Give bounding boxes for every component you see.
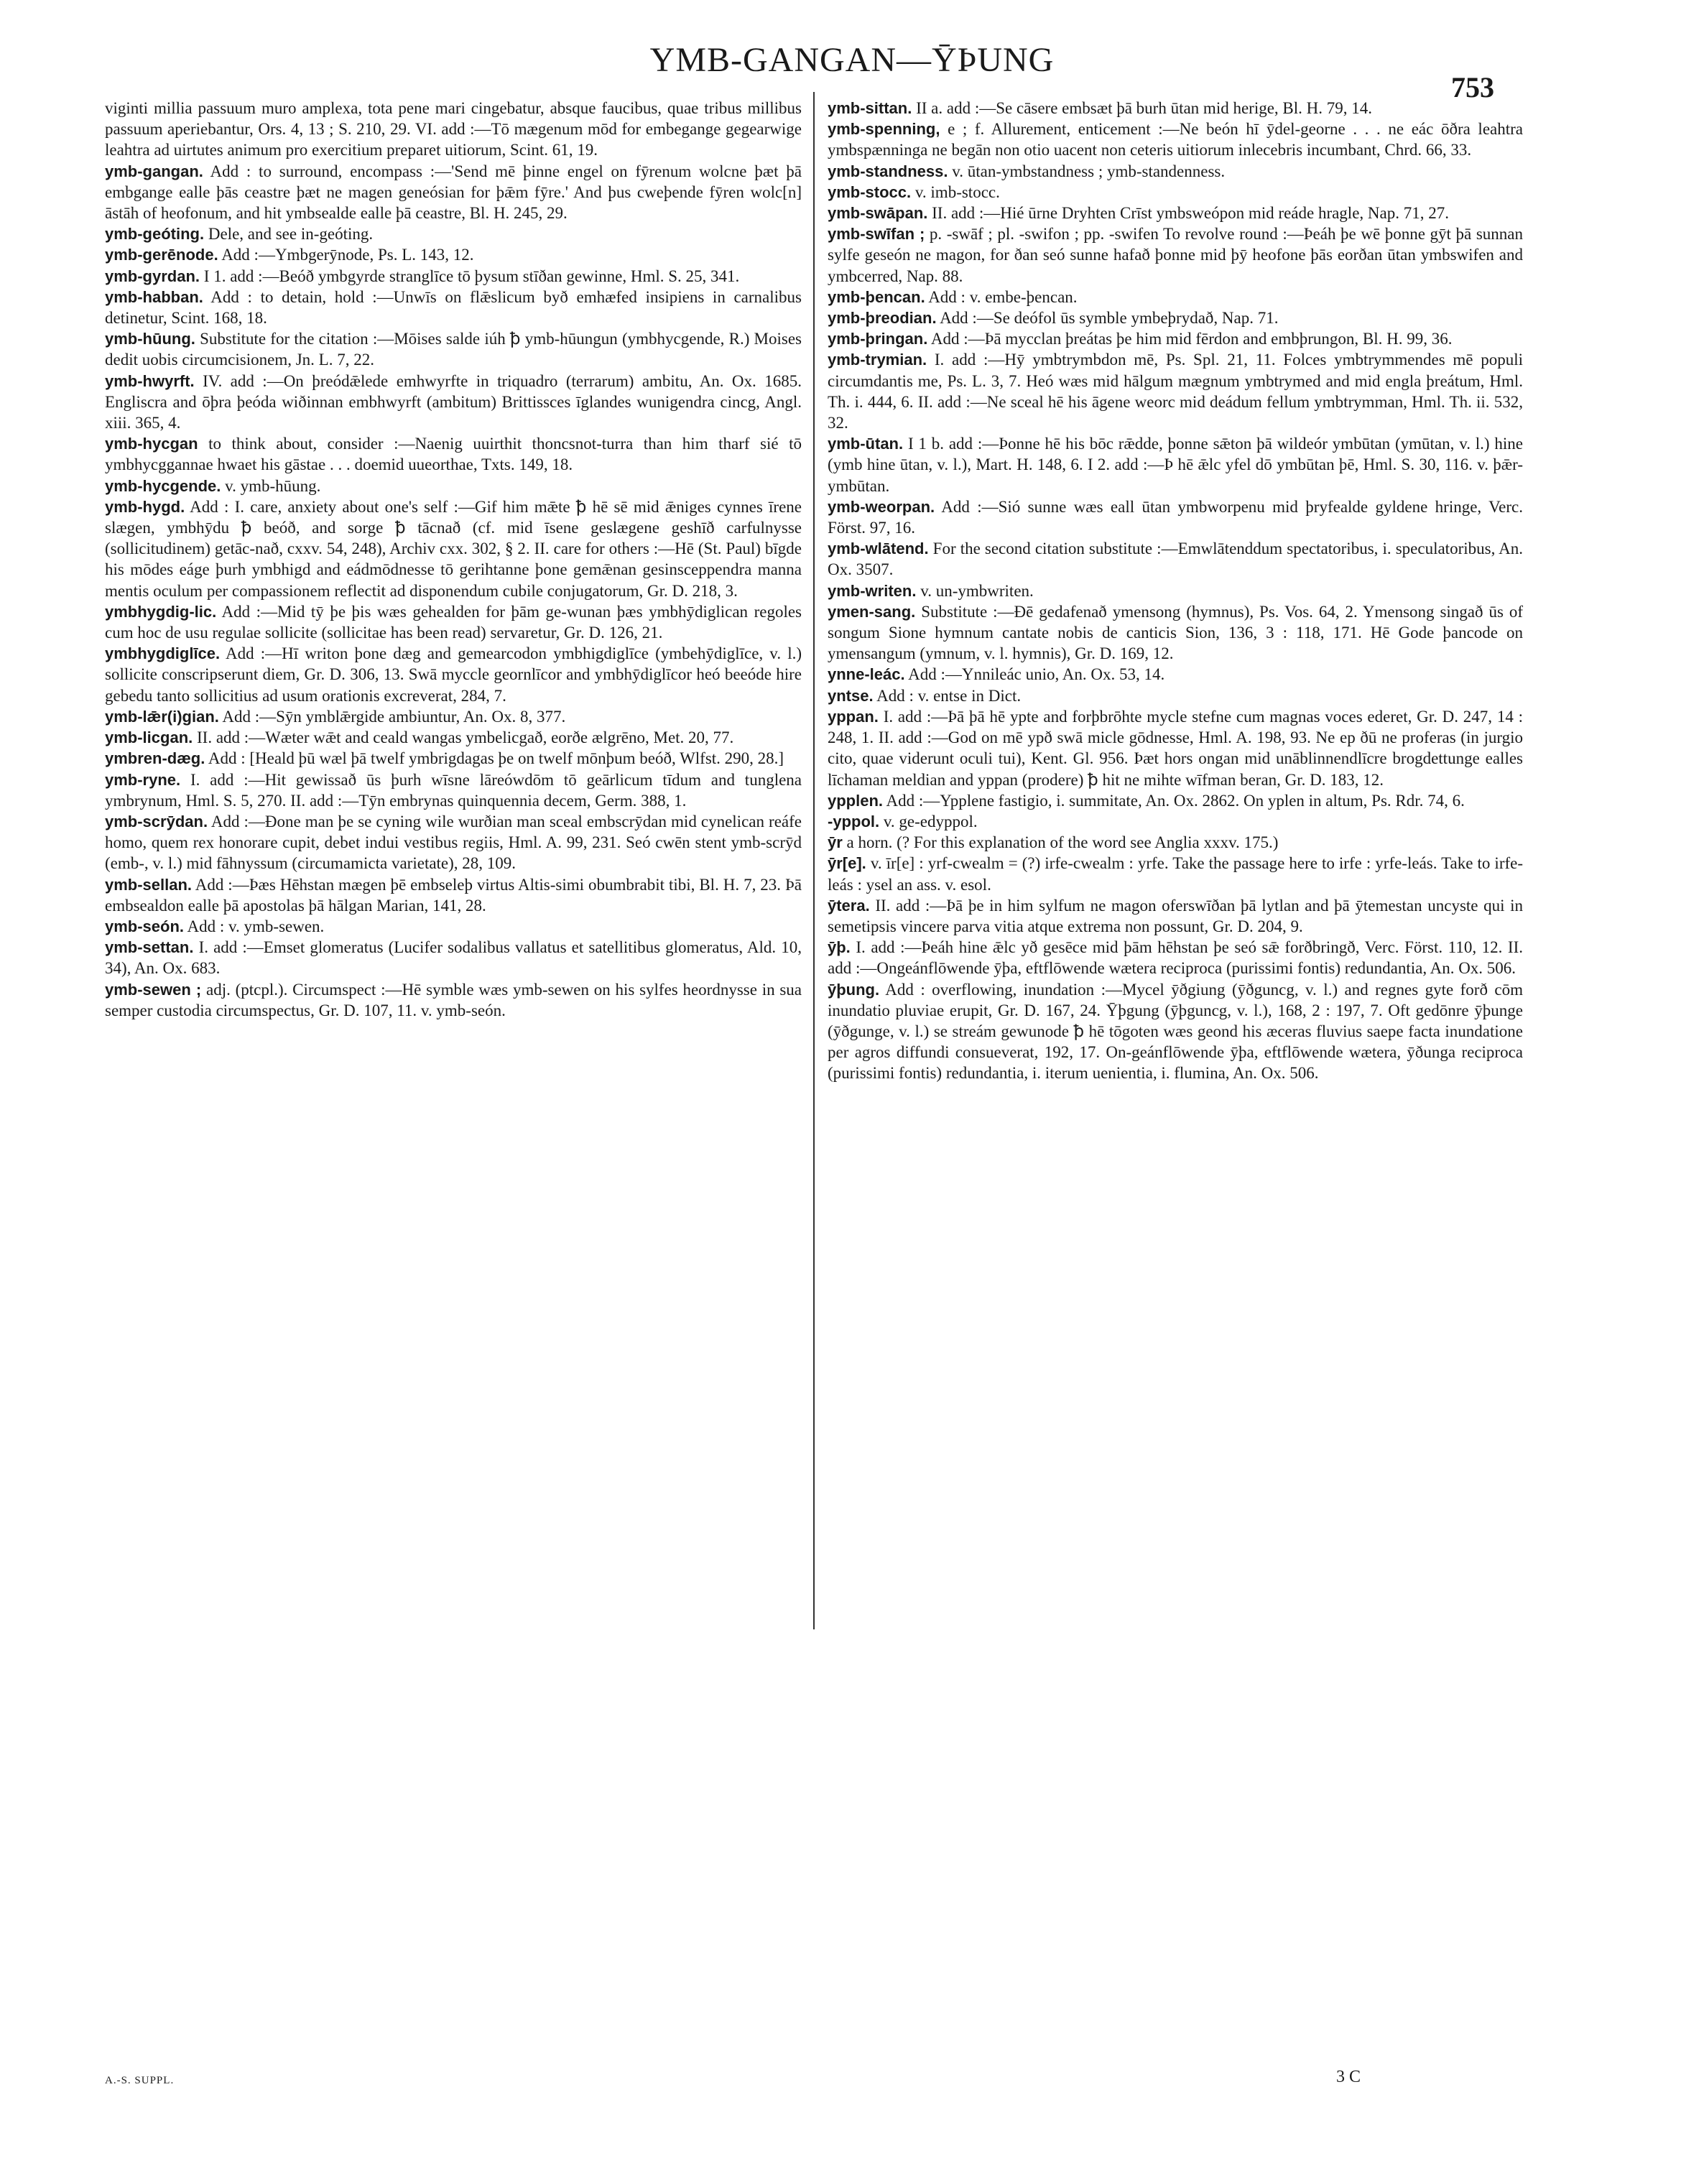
dictionary-entry (828, 349, 1523, 433)
entry-text: II a. add :—Se cāsere embsæt þā burh ūtan mid herige, Bl. H. 79, 14. (916, 99, 1373, 117)
entry-text: I. add :—Hȳ ymbtrymbdon mē, Ps. Spl. 21, 11. Folces ymbtrymmendes mē populi circumdantis me, Ps. L. 3, 7. Heó wæs mid hālgum mægnum ymbtrymed and mid engla þreátum, Hml. Th. i. 444, 6. II. add :—Ne sceal hē his āgene weorc mid deádum fellum ymbtrymman, Hml. Th. ii. 532, 32. (828, 351, 1523, 432)
entry-text: adj. (ptcpl.). Circumspect :—Hē symble wæs ymb-sewen on his sylfes heordnysse in sua semper custodia circumspectus, Gr. D. 107, 11. v. ymb-seón. (105, 980, 802, 1019)
entry-headword: ymb-hwyrft. (105, 371, 195, 390)
entry-text: I. add :—Þā þā hē ypte and forþbrōhte mycle stefne cum magnas voces ederet, Gr. D. 247, 14 : 248, 1. II. add :—God on mē ypð swā micle gōdnesse, Hml. A. 198, 93. Ne ep ðū ne proferas (in jurgio cito, quae viderunt oculi tui), Kent. Gl. 956. Þæt hors ongan mid unāblinnendlīcre brogdettunge ealles līchaman meldian and yppan (prodere) ꝥ hit ne mihte wīfman beran, Gr. D. 183, 12. (828, 707, 1523, 789)
dictionary-entry (105, 328, 802, 370)
entry-headword: ymb-ryne. (105, 770, 181, 789)
entry-headword: ymb-lǣr(i)gian. (105, 707, 219, 726)
entry-headword: ymb-stocc. (828, 182, 912, 201)
entry-headword: ȳþ. (828, 938, 851, 957)
entry-text: p. -swāf ; pl. -swifon ; pp. -swifen To revolve round :—Þeáh þe wē þonne gȳt þā sunnan sylfe geseón ne magon, for ðan seó sunne hafað þonne mid þȳ heofone þās eorðan ūtan ymbswifen and ymbcerred, Nap. 88. (828, 225, 1523, 285)
entry-headword: ymb-writen. (828, 581, 917, 600)
gathering-mark: 3 C (1336, 2068, 1361, 2086)
dictionary-entry (828, 307, 1523, 328)
entry-text: Add :—Ymbgerȳnode, Ps. L. 143, 12. (221, 246, 474, 264)
dictionary-entry (828, 853, 1523, 894)
dictionary-entry (105, 433, 802, 475)
column-divider (813, 92, 815, 1629)
entry-text: I. add :—Hit gewissað ūs þurh wīsne lāreówdōm tō geārlicum tīdum and tunglena ymbrynum, Hml. S. 5, 270. II. add :—Tȳn embrynas quinquennia decem, Germ. 388, 1. (105, 770, 802, 810)
entry-text: Add :—Þæs Hēhstan mægen þē embselеþ virtus Altis-simi obumbrabit tibi, Bl. H. 7, 23. Þā embsealdon ealle þā apostolas þā hālgan Marian, 141, 28. (105, 875, 802, 915)
entry-headword: ymb-habban. (105, 287, 203, 306)
dictionary-entry (105, 476, 802, 496)
entry-headword: ȳþung. (828, 980, 880, 999)
dictionary-entry (828, 601, 1523, 665)
entry-headword: ymb-þreodian. (828, 309, 937, 328)
dictionary-entry (105, 643, 802, 706)
entry-text: Add : overflowing, inundation :—Mycel ȳðgiung (ȳðguncg, v. l.) and regnes gyte forð cōm inundatio pluviae erupit, Gr. D. 167, 24. Ȳþgung (ȳþguncg, v. l.), 168, 2 : 197, 7. Oft gedōnre ȳþunge (ȳðgunge, v. l.) se streám gewunode ꝥ hē tōgoten wæs geond his æceras fluvius saepe facta inundatione per agros diffundi consueverat, 192, 17. On-geánflōwende ȳþa, eftflōwende wætera, ȳðunga reciproca (purissimi fontis) redundantia, i. iterum uenientia, i. flumina, An. Ox. 506. (828, 980, 1523, 1083)
dictionary-entry (105, 266, 802, 287)
dictionary-entry (828, 433, 1523, 496)
entry-headword: ymb-sittan. (828, 99, 912, 117)
dictionary-entry (828, 119, 1523, 160)
dictionary-entry (105, 98, 802, 161)
entry-text: Dele, and see in-geóting. (208, 225, 374, 244)
entry-headword: ymb-þencan. (828, 287, 925, 306)
entry-headword: ynne-leác. (828, 665, 905, 684)
entry-text: v. un-ymbwriten. (920, 581, 1034, 600)
entry-text: I. add :—Þeáh hine ǣlc yð gesēce mid þām hēhstan þe seó sǣ forðbringð, Verc. Först. 110, 12. II. add :—Ongeánflōwende ȳþa, eftflōwende wætera reciproca (purissimi fontis) redundantia, An. Ox. 506. (828, 938, 1524, 978)
signature-mark: A.-S. SUPPL. (105, 2075, 175, 2086)
entry-text: Add :—Hī writon þone dæg and gemearcodon ymbhigdiglīce (ymbehȳdiglīce, v. l.) sollicite conscripserunt diem, Gr. D. 306, 13. Swā myccle geornlīcor and ymbhȳdiglīcor heó beeóde hire gebedu tanto sollicitius ad usum orationis excreverat, 284, 7. (105, 644, 802, 705)
entry-text: Add : v. embe-þencan. (928, 287, 1078, 306)
dictionary-entry (828, 223, 1523, 287)
entry-text: v. ymb-hūung. (225, 476, 321, 495)
entry-text: e ; f. Allurement, enticement :—Ne beón hī ȳdel-georne . . . ne eác ōðra leahtra ymbspænninga ne begān non otio uacent non ceteris uitiorum inlecebris incumbant, Chrd. 66, 33. (828, 120, 1523, 159)
entry-text: Add :—Se deófol ūs symble ymbeþrydað, Nap. 71. (940, 309, 1279, 328)
entry-headword: ymb-weorpan. (828, 497, 935, 516)
entry-headword: ymb-swāpan. (828, 204, 928, 223)
entry-text: Substitute :—Ðē gedafenað ymensong (hymnus), Ps. Vos. 64, 2. Ymensong singað ūs of songum Sione hymnum cantate nobis de canticis Sion, 136, 3 : 118, 171. Hē Gode þancode on ymensangum (ymnum, v. l. hymnis), Gr. D. 169, 12. (828, 602, 1523, 663)
dictionary-entry (828, 287, 1523, 307)
entry-headword: ymbhygdiglīce. (105, 644, 221, 663)
dictionary-entry (828, 979, 1523, 1084)
entry-headword: ymb-þringan. (828, 330, 928, 348)
entry-headword: yppan. (828, 707, 879, 726)
dictionary-entry (105, 937, 802, 978)
entry-text: I 1. add :—Beóð ymbgyrde stranglīce tō þysum stīðan gewinne, Hml. S. 25, 341. (203, 267, 740, 285)
entry-headword: ȳr (828, 833, 843, 852)
entry-headword: ymb-gerēnode. (105, 246, 218, 264)
dictionary-entry (105, 916, 802, 937)
entry-text: Add :—Ynnileác unio, An. Ox. 53, 14. (908, 665, 1165, 684)
dictionary-entry (828, 685, 1523, 706)
entry-text: Add : v. entse in Dict. (876, 686, 1022, 705)
dictionary-entry (828, 182, 1523, 203)
entry-text: Add :—Sió sunne wæs eall ūtan ymbworpenu mid þryfealde gyldene hringe, Verc. Först. 97, 16. (828, 497, 1523, 537)
entry-headword: ymb-hycgende. (105, 476, 221, 495)
entry-text: I. add :—Emset glomeratus (Lucifer sodalibus vallatus et satellitibus glomeratus, Ald. 10, 34), An. Ox. 683. (105, 938, 802, 978)
entry-headword: ȳtera. (828, 896, 870, 915)
right-column (828, 98, 1523, 1084)
entry-text: II. add :—Þā þe in him sylfum ne magon oferswīðan þā lytlan and þā ȳtemestan uncyste qui in semetipsis vincere parva vitia atque extrema non possunt, Gr. D. 204, 9. (828, 896, 1524, 935)
dictionary-entry (105, 601, 802, 643)
entry-headword: ymbren-dæg. (105, 749, 205, 768)
dictionary-entry (828, 664, 1523, 685)
entry-text: Add : v. ymb-sewen. (187, 917, 325, 935)
dictionary-entry (828, 580, 1523, 601)
entry-headword: ymb-sellan. (105, 875, 193, 894)
dictionary-entry (828, 203, 1523, 223)
dictionary-entry (828, 811, 1523, 832)
entry-text: Add :—Mid tȳ þe þis wæs gehealden for þām ge-wunan þæs ymbhȳdiglican regoles cum hoc de usu regulae sollicite (sollicitae has been read) servaretur, Gr. D. 126, 21. (105, 602, 802, 642)
dictionary-entry (828, 98, 1523, 119)
dictionary-entry (828, 496, 1523, 538)
entry-headword: ymb-spenning, (828, 120, 940, 139)
entry-text: II. add :—Hié ūrne Dryhten Crīst ymbsweópon mid reáde hragle, Nap. 71, 27. (932, 204, 1449, 223)
entry-headword: yntse. (828, 686, 874, 705)
dictionary-entry (828, 538, 1523, 580)
dictionary-entry (105, 874, 802, 916)
dictionary-entry (105, 748, 802, 769)
dictionary-entry (105, 811, 802, 874)
dictionary-entry (105, 727, 802, 748)
entry-headword: ymen-sang. (828, 602, 916, 621)
entry-text: a horn. (? For this explanation of the word see Anglia xxxv. 175.) (846, 833, 1279, 852)
entry-headword: ymb-seón. (105, 917, 185, 935)
page-number: 753 (1451, 71, 1494, 103)
entry-headword: ymb-licgan. (105, 728, 193, 747)
entry-headword: ymb-geóting. (105, 225, 205, 244)
dictionary-entry (105, 244, 802, 265)
dictionary-entry (105, 161, 802, 224)
dictionary-entry (105, 706, 802, 727)
entry-text: v. ūtan-ymbstandness ; ymb-standenness. (952, 162, 1226, 180)
dictionary-entry (105, 287, 802, 328)
dictionary-entry (105, 371, 802, 434)
entry-text: Add : to detain, hold :—Unwīs on flǣslicum byð emhæfed insipiens in carnalibus detinetur, Scint. 168, 18. (105, 287, 802, 328)
entry-headword: ymb-ūtan. (828, 435, 904, 453)
entry-text: For the second citation substitute :—Emwlātenddum spectatoribus, i. speculatoribus, An. Ox. 3507. (828, 540, 1523, 579)
dictionary-entry (105, 496, 802, 601)
entry-headword: ymb-wlātend. (828, 540, 929, 558)
dictionary-entry (828, 790, 1523, 811)
dictionary-entry (105, 769, 802, 811)
entry-text: Add :—Þā mycclan þreátas þe him mid fērdon and embþrungon, Bl. H. 99, 36. (930, 330, 1453, 348)
entry-headword: ymb-hūung. (105, 330, 195, 348)
entry-text: Add :—Ðone man þe se cyning wile wurðian man sceal embscrȳdan mid cynelican reáfe homo, quem rex honorare cupit, debet indui vestibus regiis, Hml. A. 99, 231. Seó cwēn stent ymb-scrȳd (emb-, v. l.) mid fāhnyssum (circumamicta varietate), 28, 109. (105, 812, 802, 873)
running-head: YMB-GANGAN—ȲÞUNG (649, 41, 1055, 79)
dictionary-entry (828, 895, 1523, 937)
entry-text: viginti millia passuum muro amplexa, tota pene mari cingebatur, absque faucibus, quae tribus millibus passuum aperiebantur, Ors. 4, 13 ; S. 210, 29. VI. add :—Tō mægenum mōd for embegange gegearwige leahtra ad uirtutes animum pro exercitium preparet uitiorum, Scint. 61, 19. (105, 99, 802, 159)
entry-text: Add : I. care, anxiety about one's self :—Gif him mǣte ꝥ hē sē mid ǣniges cynnes īrene slægen, ymbhȳdu ꝥ beóð, and sorge ꝥ tācnað (cf. mid īsene geslægene geshīð carfulnysse (sollicitudinem) getāc-nað, cxxv. 54, 248), Archiv cxx. 302, § 2. II. care for others :—Hē (St. Paul) bīgde his mōdes eáge þurh ymbhigd and eádmōdnesse tō gerihtanne þone gemǣnan gesinsceppendra manna mentis oculum per compassionem reflectit ad disponendum cubile conjugatorum, Gr. D. 218, 3. (105, 497, 802, 600)
entry-text: v. ge-edyppol. (883, 812, 978, 830)
entry-text: Add : to surround, encompass :—'Send mē þinne engel on fȳrenum wolcne þæt þā embgange ealle þās ceastre þæt ne magen geneósian for þǣm fȳre.' And þus cweþende fȳren wolc[n] āstāh of heofonum, and hit ymbsealde ealle þā ceastre, Bl. H. 245, 29. (105, 162, 802, 223)
entry-headword: ymb-gyrdan. (105, 267, 200, 285)
dictionary-entry (105, 223, 802, 244)
entry-text: II. add :—Wæter wǣt and ceald wangas ymbelicgað, eorðe ælgrēno, Met. 20, 77. (197, 728, 734, 747)
entry-headword: ymb-settan. (105, 938, 194, 957)
dictionary-entry (828, 937, 1523, 978)
entry-headword: ymb-scrȳdan. (105, 812, 208, 830)
entry-text: v. imb-stocc. (914, 182, 1000, 201)
entry-headword: ymb-trymian. (828, 351, 927, 369)
entry-headword: ymbhygdig-lic. (105, 602, 217, 621)
dictionary-entry (828, 832, 1523, 853)
entry-headword: ȳr[e]. (828, 854, 866, 873)
entry-headword: ymb-hygd. (105, 497, 185, 516)
entry-text: I 1 b. add :—Þonne hē his bōc rǣdde, þonne sǣton þā wildeór ymbūtan (ymūtan, v. l.) hine (ymb hine ūtan, v. l.), Mart. H. 148, 6. I 2. add :—Þ hē ǣlc yfel dō ymbūtan þē, Hml. S. 30, 116. v. þǣr-ymbūtan. (828, 435, 1524, 495)
dictionary-entry (828, 328, 1523, 349)
entry-text: Add :—Ypplene fastigio, i. summitate, An. Ox. 2862. On yplen in altum, Ps. Rdr. 74, 6. (886, 791, 1465, 810)
entry-headword: ymb-standness. (828, 162, 948, 180)
left-column (105, 98, 802, 1021)
entry-headword: ymb-hycgan (105, 435, 198, 453)
dictionary-entry (828, 706, 1523, 790)
entry-text: to think about, consider :—Naenig uuirthit thoncsnot-turra than him tharf sié tō ymbhycggannae hwaet his gāstae . . . doemid uueorthae, Txts. 149, 18. (105, 435, 802, 474)
entry-text: Add :—Sȳn ymblǣrgide ambiuntur, An. Ox. 8, 377. (222, 707, 566, 726)
entry-text: v. īr[e] : yrf-cwealm = (?) irfe-cwealm : yrfe. Take the passage here to irfe : yrfe-leás. Take to irfe-leás : ysel an ass. v. esol. (828, 854, 1524, 894)
entry-headword: -yppol. (828, 812, 880, 830)
dictionary-entry (828, 161, 1523, 182)
entry-headword: ymb-sewen ; (105, 980, 202, 999)
entry-text: IV. add :—On þreódǣlede emhwyrfte in triquadro (terrarum) ambitu, An. Ox. 1685. Engliscra and ōþra þeóda wiðinnan embhwyrft (ambitum) Brittissces īglandes wunigendra cincg, Angl. xiii. 365, 4. (105, 371, 802, 432)
entry-headword: ymb-gangan. (105, 162, 203, 180)
entry-text: Substitute for the citation :—Mōises salde iúh ꝥ ymb-hūungun (ymbhycgende, R.) Moises dedit uobis circumcisionem, Jn. L. 7, 22. (105, 330, 802, 369)
entry-text: Add : [Heald þū wæl þā twelf ymbrigdagas þe on twelf mōnþum beóð, Wlfst. 290, 28.] (208, 749, 784, 768)
dictionary-entry (105, 979, 802, 1021)
entry-headword: ypplen. (828, 791, 884, 810)
entry-headword: ymb-swīfan ; (828, 225, 925, 244)
